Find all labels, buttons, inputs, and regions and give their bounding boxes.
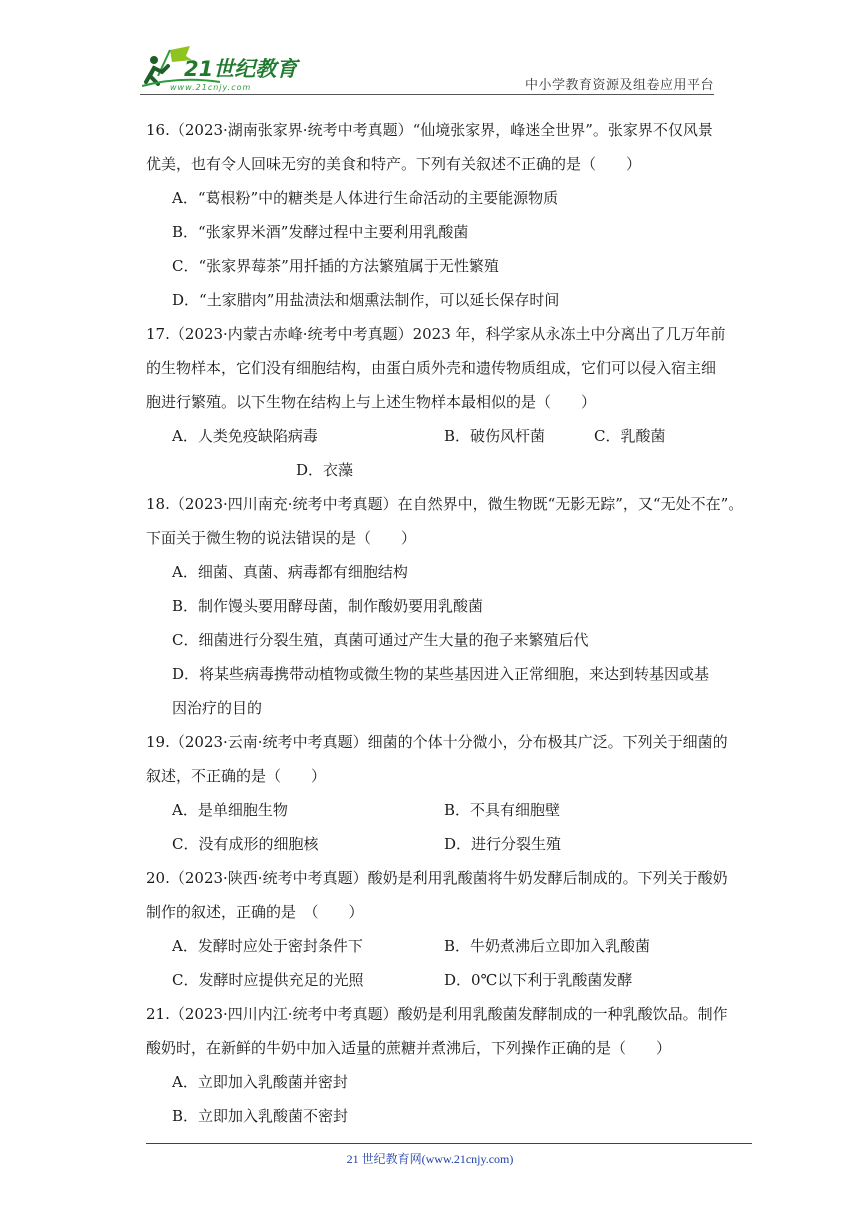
- question-stem-line: 叙述，不正确的是（ ）: [146, 767, 327, 785]
- header-divider: [140, 94, 714, 95]
- question-stem-line: 18.（2023·四川南充·统考中考真题）在自然界中，微生物既“无影无踪”，又“无处不在”。: [146, 495, 744, 513]
- option-a: A．发酵时应处于密封条件下: [172, 937, 363, 955]
- option-c: C．发酵时应提供充足的光照: [172, 971, 364, 989]
- option-b: B．“张家界米酒”发酵过程中主要利用乳酸菌: [172, 223, 469, 241]
- option-row: [146, 419, 718, 453]
- question-stem-line: 优美，也有令人回味无穷的美食和特产。下列有关叙述不正确的是（ ）: [146, 155, 642, 173]
- option-d: D．衣藻: [296, 461, 354, 479]
- option-row: [146, 453, 718, 487]
- logo-url: www.21cnjy.com: [170, 83, 252, 92]
- question-list: [146, 113, 744, 1133]
- option-c: C．乳酸菌: [594, 427, 666, 445]
- footer-divider: [146, 1143, 752, 1144]
- question-stem-line: 制作的叙述，正确的是 （ ）: [146, 903, 364, 921]
- option-a: A．细菌、真菌、病毒都有细胞结构: [172, 563, 408, 581]
- question-19: [146, 725, 728, 861]
- option-d: D．“土家腊肉”用盐渍法和烟熏法制作，可以延长保存时间: [172, 291, 560, 309]
- option-b: B．制作馒头要用酵母菌，制作酸奶要用乳酸菌: [172, 597, 484, 615]
- option-b: B．立即加入乳酸菌不密封: [172, 1107, 349, 1125]
- question-21: [146, 997, 728, 1133]
- question-stem-line: 下面关于微生物的说法错误的是（ ）: [146, 529, 417, 547]
- question-stem-line: 17.（2023·内蒙古赤峰·统考中考真题）2023 年，科学家从永冻土中分离出了几万年前: [146, 325, 726, 343]
- option-d: D．将某些病毒携带动植物或微生物的某些基因进入正常细胞，来达到转基因或基: [172, 665, 710, 683]
- logo-title: 21世纪教育: [184, 57, 298, 81]
- question-stem-line: 19.（2023·云南·统考中考真题）细菌的个体十分微小，分布极其广泛。下列关于细菌的: [146, 733, 728, 751]
- option-a: A．是单细胞生物: [172, 801, 288, 819]
- option-a: A．立即加入乳酸菌并密封: [172, 1073, 348, 1091]
- option-d-continued: 因治疗的目的: [172, 699, 263, 717]
- question-16: [146, 113, 718, 317]
- question-stem-line: 16.（2023·湖南张家界·统考中考真题）“仙境张家界，峰迷全世界”。张家界不仅风景: [146, 121, 713, 139]
- option-d: D．进行分裂生殖: [444, 835, 562, 853]
- question-stem-line: 21.（2023·四川内江·统考中考真题）酸奶是利用乳酸菌发酵制成的一种乳酸饮品。制作: [146, 1005, 728, 1023]
- option-c: C．细菌进行分裂生殖，真菌可通过产生大量的孢子来繁殖后代: [172, 631, 589, 649]
- question-stem-line: 的生物样本，它们没有细胞结构，由蛋白质外壳和遗传物质组成，它们可以侵入宿主细: [146, 359, 717, 377]
- option-c: C．没有成形的细胞核: [172, 835, 319, 853]
- option-b: B．不具有细胞壁: [444, 801, 561, 819]
- question-17: [146, 317, 726, 487]
- header-platform-text: 中小学教育资源及组卷应用平台: [524, 78, 714, 93]
- option-c: C．“张家界莓茶”用扦插的方法繁殖属于无性繁殖: [172, 257, 499, 275]
- runner-logo-icon: [140, 46, 340, 94]
- option-row: [146, 827, 718, 861]
- question-20: [146, 861, 728, 997]
- question-stem-line: 胞进行繁殖。以下生物在结构上与上述生物样本最相似的是（ ）: [146, 393, 597, 411]
- question-18: [146, 487, 744, 725]
- option-row: [146, 793, 718, 827]
- option-d: D．0℃以下利于乳酸菌发酵: [444, 971, 633, 989]
- option-a: A．人类免疫缺陷病毒: [172, 427, 318, 445]
- option-b: B．牛奶煮沸后立即加入乳酸菌: [444, 937, 651, 955]
- option-b: B．破伤风杆菌: [444, 427, 546, 445]
- page-header: [140, 40, 714, 96]
- question-stem-line: 20.（2023·陕西·统考中考真题）酸奶是利用乳酸菌将牛奶发酵后制成的。下列关于酸奶: [146, 869, 728, 887]
- option-row: [146, 963, 718, 997]
- question-stem-line: 酸奶时，在新鲜的牛奶中加入适量的蔗糖并煮沸后，下列操作正确的是（ ）: [146, 1039, 672, 1057]
- option-a: A．“葛根粉”中的糖类是人体进行生命活动的主要能源物质: [172, 189, 559, 207]
- site-logo[interactable]: [140, 46, 340, 94]
- option-row: [146, 929, 718, 963]
- footer-link[interactable]: 21 世纪教育网(www.21cnjy.com): [346, 1152, 514, 1166]
